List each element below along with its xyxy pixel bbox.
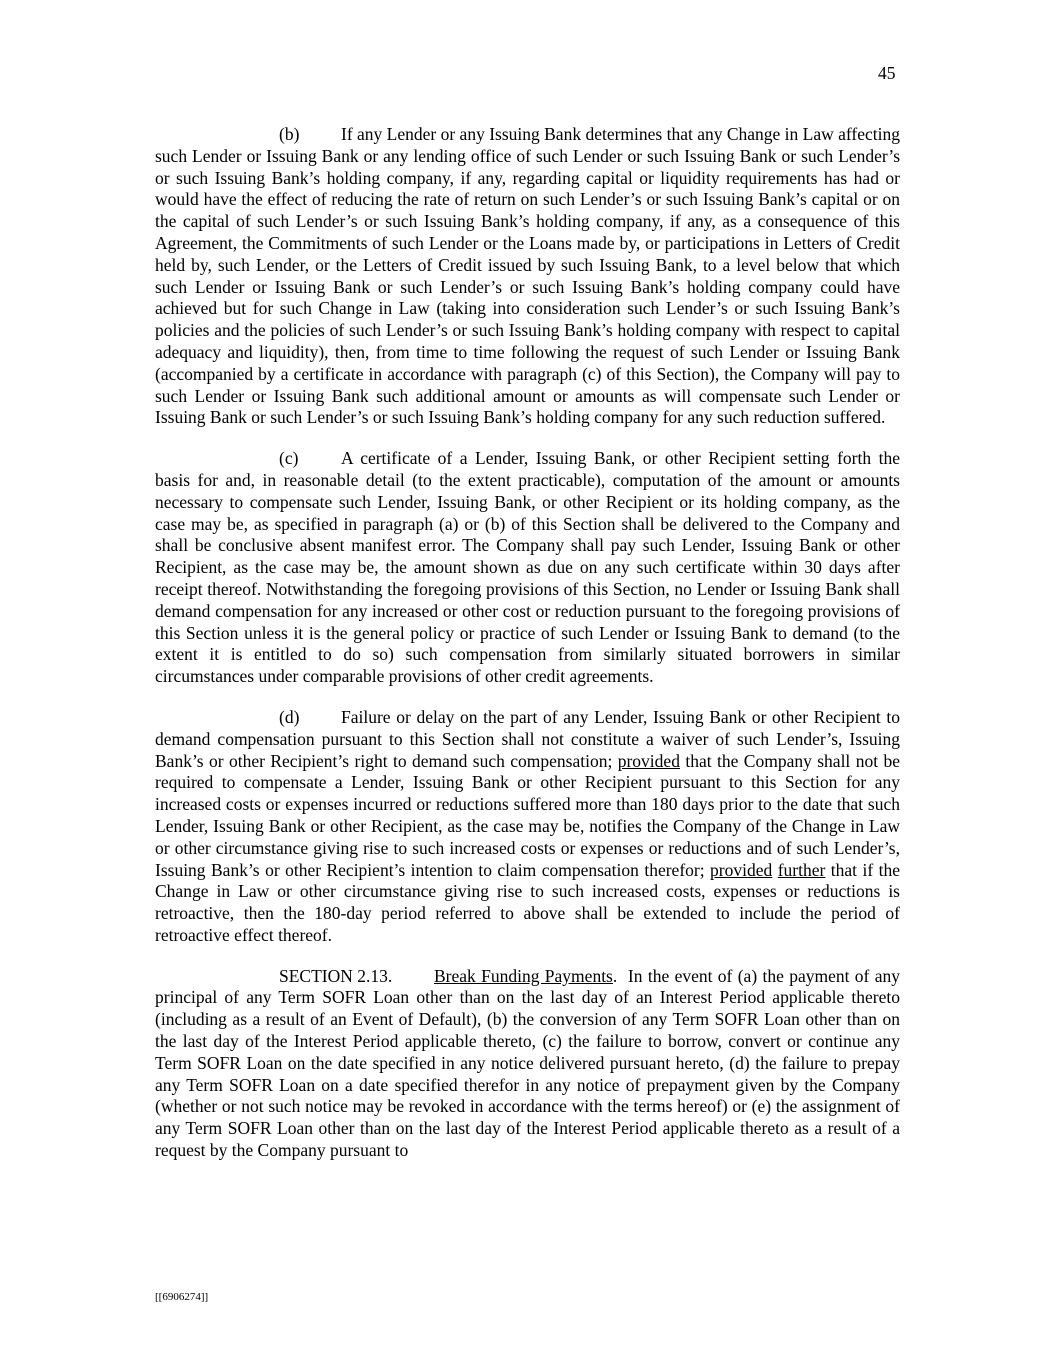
paragraph-d-text-1: Failure or delay on the part of any Lender, Issuing Bank or other Recipient to demand compensation pursuant to this Section shall not constitute a waiver of such Lender’s, Issuing Bank’s or other Recipient’s right to demand such compensation; <box>155 706 900 771</box>
paragraph-c <box>155 448 900 688</box>
document-body <box>155 124 905 1181</box>
section-2-13-text: In the event of (a) the payment of any principal of any Term SOFR Loan other than on the last day of an Interest Period applicable thereto (including as a result of an Event of Default), (b) the conversion of any Term SOFR Loan other than on the last day of the Interest Period applicable thereto, (c) the failure to borrow, convert or continue any Term SOFR Loan on the date specified in any notice delivered pursuant hereto, (d) the failure to prepay any Term SOFR Loan on a date specified therefor in any notice of prepayment given by the Company (whether or not such notice may be revoked in accordance with the terms hereof) or (e) the assignment of any Term SOFR Loan other than on the last day of the Interest Period applicable thereto as a result of a request by the Company pursuant to <box>155 965 905 1161</box>
paragraph-d-text-3: that if the Change in Law or other circumstance giving rise to such increased costs, expenses or reductions is retroactive, then the 180-day period referred to above shall be extended to include the period of retroactive effect thereof. <box>155 859 900 945</box>
further-term: further <box>777 859 826 880</box>
document-id-footer: [[6906274]] <box>155 1291 209 1303</box>
section-2-13-number: SECTION 2.13. <box>279 965 393 986</box>
paragraph-d <box>155 707 900 947</box>
paragraph-d-text-2: that the Company shall not be required to compensate a Lender, Issuing Bank or other Recipient pursuant to this Section for any increased costs or expenses incurred or reductions suffered more than 180 days prior to the date that such Lender, Issuing Bank or other Recipient, as the case may be, notifies the Company of the Change in Law or other circumstance giving rise to such increased costs or expenses or reductions and of such Lender’s, Issuing Bank’s or other Recipient’s intention to claim compensation therefor; <box>155 750 900 880</box>
section-2-13-title-end: . <box>612 965 618 986</box>
paragraph-d-label: (d) <box>279 706 300 727</box>
paragraph-b-label: (b) <box>279 124 300 144</box>
paragraph-b-text: If any Lender or any Issuing Bank determines that any Change in Law affecting such Lender or Issuing Bank or any lending office of such Lender or such Issuing Bank or such Lender’s or such Issuing Bank’s holding company, if any, regarding capital or liquidity requirements has had or would have the effect of reducing the rate of return on such Lender’s or such Issuing Bank’s capital or on the capital of such Lender’s or such Issuing Bank’s holding company, if any, as a consequence of this Agreement, the Commitments of such Lender or the Loans made by, or participations in Letters of Credit held by, such Lender, or the Letters of Credit issued by such Issuing Bank, to a level below that which such Lender or Issuing Bank or such Lender’s or such Issuing Bank’s holding company could have achieved but for such Change in Law (taking into consideration such Lender’s or such Issuing Bank’s policies and the policies of such Lender’s or such Issuing Bank’s holding company with respect to capital adequacy and liquidity), then, from time to time following the request of such Lender or Issuing Bank (accompanied by a certificate in accordance with paragraph (c) of this Section), the Company will pay to such Lender or Issuing Bank such additional amount or amounts as will compensate such Lender or Issuing Bank or such Lender’s or such Issuing Bank’s holding company for any such reduction suffered. <box>155 124 901 428</box>
provided-term-1: provided <box>617 750 680 771</box>
paragraph-b <box>155 124 900 429</box>
section-2-13-title: Break Funding Payments <box>434 965 613 986</box>
paragraph-c-text: A certificate of a Lender, Issuing Bank, or other Recipient setting forth the basis for and, in reasonable detail (to the extent practicable), computation of the amount or amounts necessary to compensate such Lender, Issuing Bank, or other Recipient or its holding company, as the case may be, as specified in paragraph (a) or (b) of this Section shall be delivered to the Company and shall be conclusive absent manifest error. The Company shall pay such Lender, Issuing Bank or other Recipient, as the case may be, the amount shown as due on any such certificate within 30 days after receipt thereof. Notwithstanding the foregoing provisions of this Section, no Lender or Issuing Bank shall demand compensation for any increased or other cost or reduction pursuant to the foregoing provisions of this Section unless it is the general policy or practice of such Lender or Issuing Bank to demand (to the extent it is entitled to do so) such compensation from similarly situated borrowers in similar circumstances under comparable provisions of other credit agreements. <box>155 448 900 687</box>
paragraph-c-label: (c) <box>279 448 299 469</box>
section-2-13 <box>155 965 905 1162</box>
provided-term-2: provided <box>710 859 773 880</box>
page-number: 45 <box>878 63 896 83</box>
